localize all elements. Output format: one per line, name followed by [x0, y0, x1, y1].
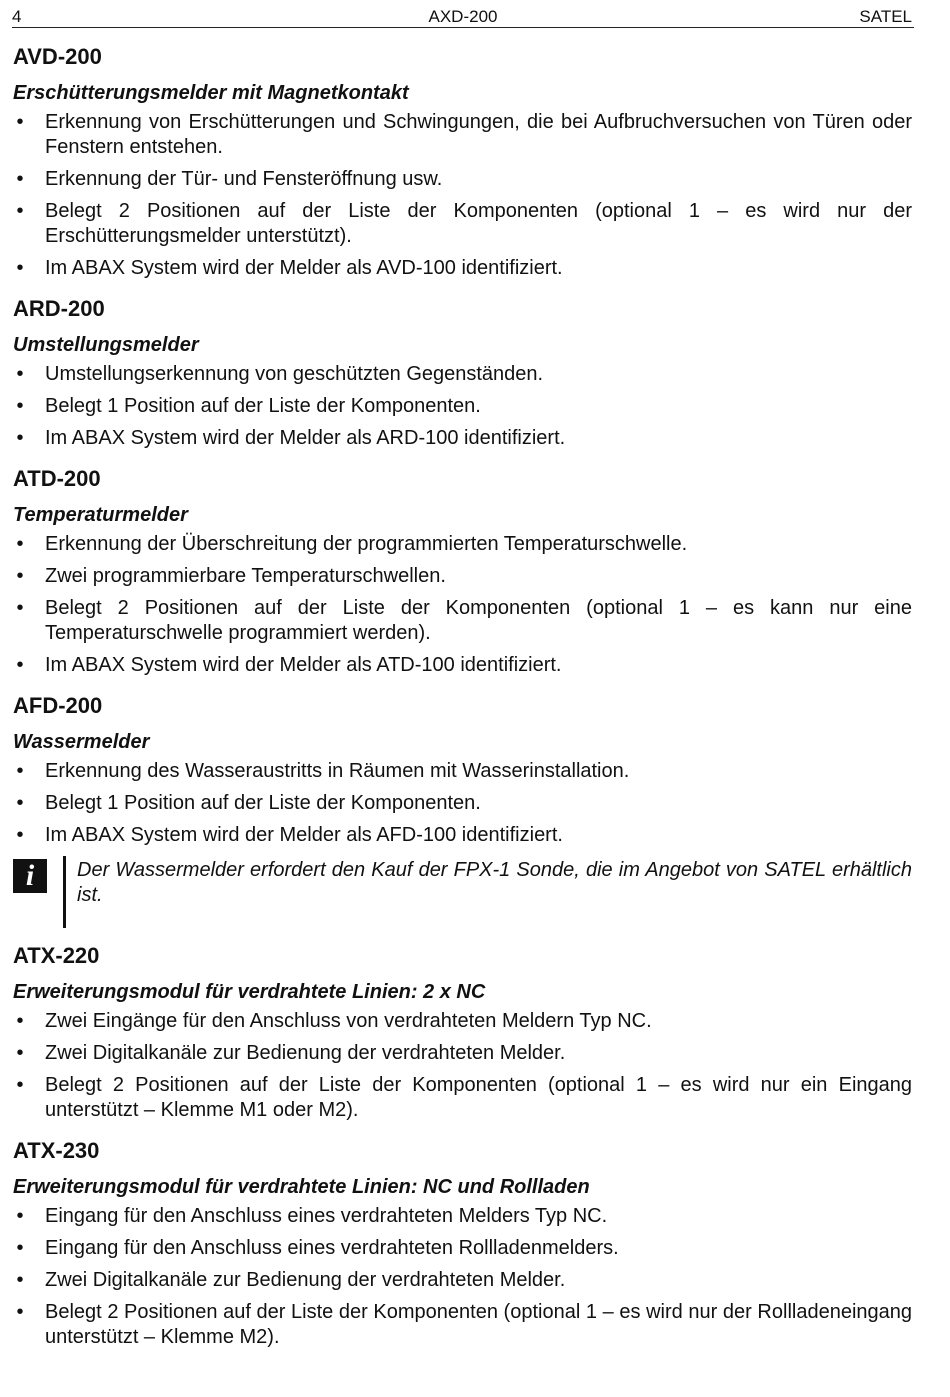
product-section — [13, 692, 912, 928]
list-item — [13, 1073, 912, 1123]
list-item-text: Zwei Digitalkanäle zur Bedienung der verdrahteten Melder. — [45, 1042, 566, 1064]
feature-list — [13, 1204, 912, 1350]
page-number: 4 — [12, 7, 22, 26]
list-item-text: Erkennung von Erschütterungen und Schwingungen, die bei Aufbruchversuchen von Türen oder Fenstern entstehen. — [45, 111, 912, 158]
product-section — [13, 295, 912, 451]
list-item-text: Eingang für den Anschluss eines verdrahteten Melders Typ NC. — [45, 1205, 608, 1227]
feature-list — [13, 1009, 912, 1123]
section-title: ATX-230 — [13, 1138, 100, 1163]
note-text: Der Wassermelder erfordert den Kauf der FPX-1 Sonde, die im Angebot von SATEL erhältlich ist. — [77, 859, 912, 906]
list-item-text: Im ABAX System wird der Melder als ARD-100 identifiziert. — [45, 427, 566, 449]
product-section — [13, 43, 912, 281]
list-item — [13, 426, 912, 451]
section-title: ARD-200 — [13, 296, 105, 321]
bullet-icon: • — [16, 363, 24, 385]
section-subtitle: Erweiterungsmodul für verdrahtete Linien: NC und Rollladen — [13, 1176, 590, 1198]
section-subtitle: Erweiterungsmodul für verdrahtete Linien: 2 x NC — [13, 981, 486, 1003]
list-item — [13, 596, 912, 646]
bullet-icon: • — [16, 760, 24, 782]
bullet-icon: • — [16, 565, 24, 587]
list-item-text: Eingang für den Anschluss eines verdrahteten Rollladenmelders. — [45, 1237, 619, 1259]
list-item — [13, 362, 912, 387]
list-item-text: Erkennung der Tür- und Fensteröffnung usw. — [45, 168, 443, 190]
section-title: AVD-200 — [13, 44, 102, 69]
list-item-text: Im ABAX System wird der Melder als AFD-100 identifiziert. — [45, 824, 563, 846]
list-item — [13, 1236, 912, 1261]
bullet-icon: • — [16, 395, 24, 417]
list-item — [13, 110, 912, 160]
section-subtitle: Umstellungsmelder — [13, 334, 199, 356]
bullet-icon: • — [16, 427, 24, 449]
product-section — [13, 1137, 912, 1350]
bullet-icon: • — [16, 111, 24, 133]
list-item — [13, 823, 912, 848]
list-item — [13, 564, 912, 589]
page-header — [12, 5, 914, 28]
list-item-text: Zwei Eingänge für den Anschluss von verdrahteten Meldern Typ NC. — [45, 1010, 652, 1032]
list-item-text: Belegt 2 Positionen auf der Liste der Komponenten (optional 1 – es wird nur der Rollladeneingang unterstützt – Klemme M2). — [45, 1301, 912, 1348]
list-item — [13, 1204, 912, 1229]
section-subtitle: Temperaturmelder — [13, 504, 188, 526]
list-item-text: Erkennung der Überschreitung der programmierten Temperaturschwelle. — [45, 533, 688, 555]
list-item-text: Im ABAX System wird der Melder als AVD-100 identifiziert. — [45, 257, 563, 279]
bullet-icon: • — [16, 200, 24, 222]
bullet-icon: • — [16, 654, 24, 676]
info-icon: i — [13, 859, 47, 893]
list-item-text: Belegt 2 Positionen auf der Liste der Komponenten (optional 1 – es wird nur ein Eingang unterstützt – Klemme M1 oder M2). — [45, 1074, 912, 1121]
section-title: AFD-200 — [13, 693, 103, 718]
section-title: ATX-220 — [13, 943, 100, 968]
feature-list — [13, 362, 912, 451]
list-item — [13, 394, 912, 419]
bullet-icon: • — [16, 1010, 24, 1032]
list-item — [13, 653, 912, 678]
section-subtitle: Wassermelder — [13, 731, 150, 753]
list-item-text: Belegt 1 Position auf der Liste der Komponenten. — [45, 395, 481, 417]
list-item — [13, 1041, 912, 1066]
bullet-icon: • — [16, 792, 24, 814]
list-item — [13, 759, 912, 784]
list-item — [13, 1300, 912, 1350]
list-item-text: Im ABAX System wird der Melder als ATD-100 identifiziert. — [45, 654, 562, 676]
list-item — [13, 1268, 912, 1293]
feature-list — [13, 110, 912, 281]
section-title: ATD-200 — [13, 466, 101, 491]
feature-list — [13, 532, 912, 678]
list-item — [13, 791, 912, 816]
brand-name: SATEL — [859, 7, 912, 26]
bullet-icon: • — [16, 824, 24, 846]
bullet-icon: • — [16, 597, 24, 619]
info-note — [13, 856, 912, 928]
section-subtitle: Erschütterungsmelder mit Magnetkontakt — [13, 82, 409, 104]
feature-list — [13, 759, 912, 848]
list-item — [13, 199, 912, 249]
bullet-icon: • — [16, 1042, 24, 1064]
list-item-text: Zwei programmierbare Temperaturschwellen. — [45, 565, 446, 587]
page-content — [13, 43, 912, 1364]
list-item — [13, 167, 912, 192]
bullet-icon: • — [16, 1269, 24, 1291]
list-item-text: Belegt 2 Positionen auf der Liste der Komponenten (optional 1 – es wird nur der Erschütterungsmelder unterstützt). — [45, 200, 912, 247]
bullet-icon: • — [16, 168, 24, 190]
document-title: AXD-200 — [428, 7, 498, 26]
note-divider — [63, 856, 66, 928]
list-item — [13, 256, 912, 281]
list-item — [13, 1009, 912, 1034]
list-item-text: Belegt 2 Positionen auf der Liste der Komponenten (optional 1 – es kann nur eine Temperaturschwelle programmiert werden). — [45, 597, 912, 644]
bullet-icon: • — [16, 1301, 24, 1323]
list-item — [13, 532, 912, 557]
list-item-text: Umstellungserkennung von geschützten Gegenständen. — [45, 363, 544, 385]
bullet-icon: • — [16, 1074, 24, 1096]
bullet-icon: • — [16, 1237, 24, 1259]
bullet-icon: • — [16, 257, 24, 279]
bullet-icon: • — [16, 1205, 24, 1227]
list-item-text: Belegt 1 Position auf der Liste der Komponenten. — [45, 792, 481, 814]
list-item-text: Zwei Digitalkanäle zur Bedienung der verdrahteten Melder. — [45, 1269, 566, 1291]
product-section — [13, 465, 912, 678]
bullet-icon: • — [16, 533, 24, 555]
list-item-text: Erkennung des Wasseraustritts in Räumen mit Wasserinstallation. — [45, 760, 630, 782]
product-section — [13, 942, 912, 1123]
